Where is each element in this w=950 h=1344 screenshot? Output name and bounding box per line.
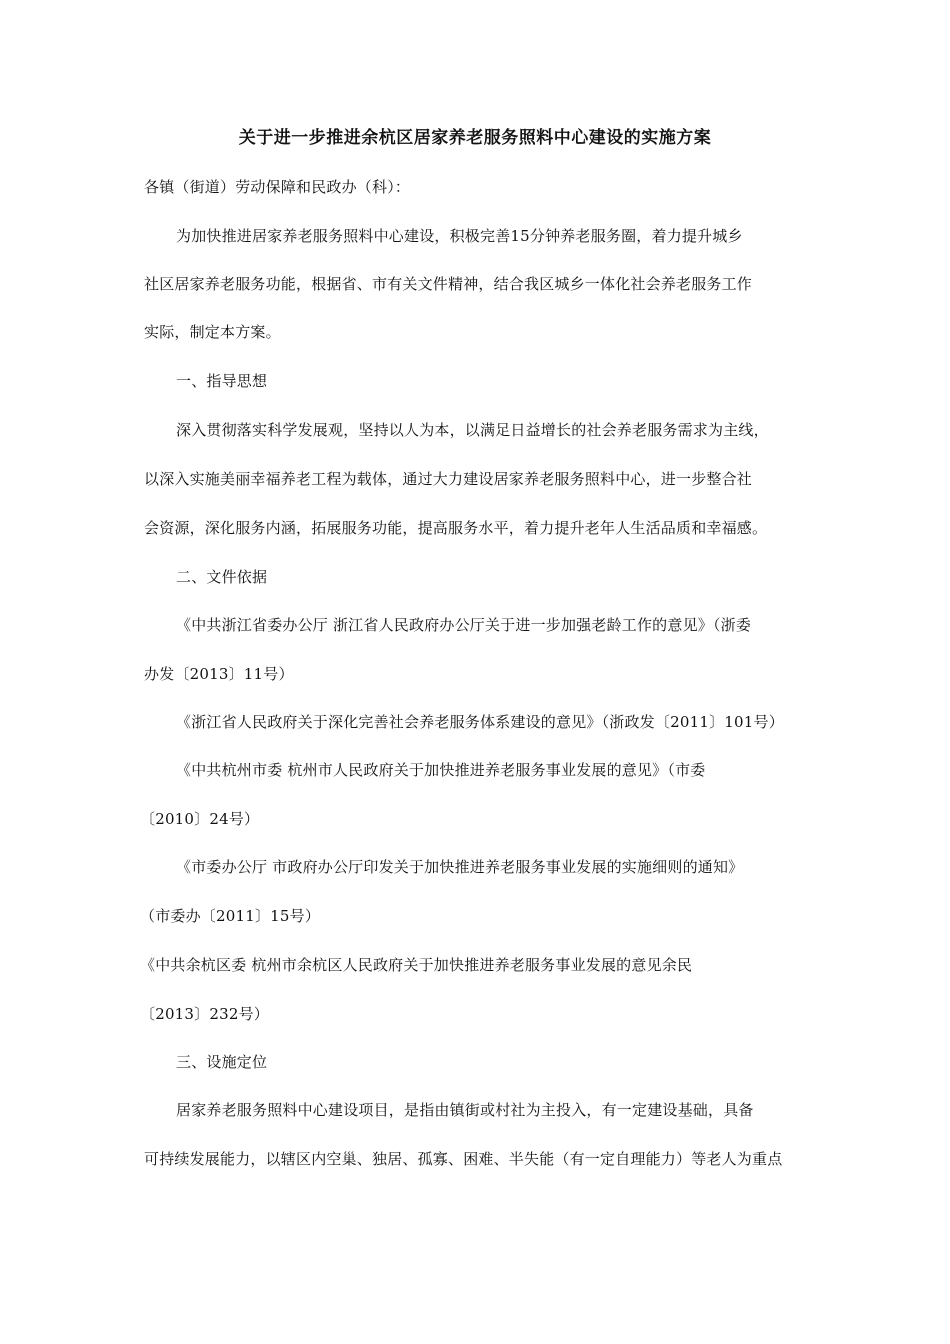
intro-line-2: 社区居家养老服务功能，根据省、市有关文件精神，结合我区城乡一体化社会养老服务工作	[144, 275, 753, 293]
basis-doc-3-line-2: 〔2010〕24号）	[140, 810, 260, 828]
basis-doc-1-line-1: 《中共浙江省委办公厅 浙江省人民政府办公厅关于进一步加强老龄工作的意见》（浙委	[176, 616, 752, 634]
document-title: 关于进一步推进余杭区居家养老服务照料中心建设的实施方案	[238, 128, 712, 148]
basis-doc-3-line-1: 《中共杭州市委 杭州市人民政府关于加快推进养老服务事业发展的意见》（市委	[176, 761, 706, 779]
basis-doc-4-line-1: 《市委办公厅 市政府办公厅印发关于加快推进养老服务事业发展的实施细则的通知》	[176, 858, 744, 876]
intro-line-3: 实际，制定本方案。	[144, 323, 281, 341]
salutation: 各镇（街道）劳动保障和民政办（科）：	[144, 178, 411, 196]
section1-line-3: 会资源，深化服务内涵，拓展服务功能，提高服务水平，着力提升老年人生活品质和幸福感。	[144, 519, 768, 537]
basis-doc-2: 《浙江省人民政府关于深化完善社会养老服务体系建设的意见》（浙政发〔2011〕101号）	[176, 713, 784, 731]
section3-line-1: 居家养老服务照料中心建设项目，是指由镇街或村社为主投入，有一定建设基础，具备	[176, 1101, 754, 1119]
intro-line-1: 为加快推进居家养老服务照料中心建设，积极完善15分钟养老服务圈，着力提升城乡	[176, 227, 743, 245]
section-heading-guiding-thought: 一、指导思想	[176, 372, 268, 390]
section1-line-1: 深入贯彻落实科学发展观，坚持以人为本，以满足日益增长的社会养老服务需求为主线，	[176, 421, 769, 439]
basis-doc-4-line-2: （市委办〔2011〕15号）	[140, 907, 321, 925]
basis-doc-5-line-1: 《中共余杭区委 杭州市余杭区人民政府关于加快推进养老服务事业发展的意见余民	[140, 956, 693, 974]
section3-line-2: 可持续发展能力，以辖区内空巢、独居、孤寡、困难、半失能（有一定自理能力）等老人为重点	[144, 1150, 783, 1168]
basis-doc-1-line-2: 办发〔2013〕11号）	[144, 665, 294, 683]
section1-line-2: 以深入实施美丽幸福养老工程为载体，通过大力建设居家养老服务照料中心，进一步整合社	[144, 470, 753, 488]
section-heading-document-basis: 二、文件依据	[176, 568, 268, 586]
section-heading-facility-positioning: 三、设施定位	[176, 1053, 268, 1071]
basis-doc-5-line-2: 〔2013〕232号）	[140, 1005, 270, 1023]
